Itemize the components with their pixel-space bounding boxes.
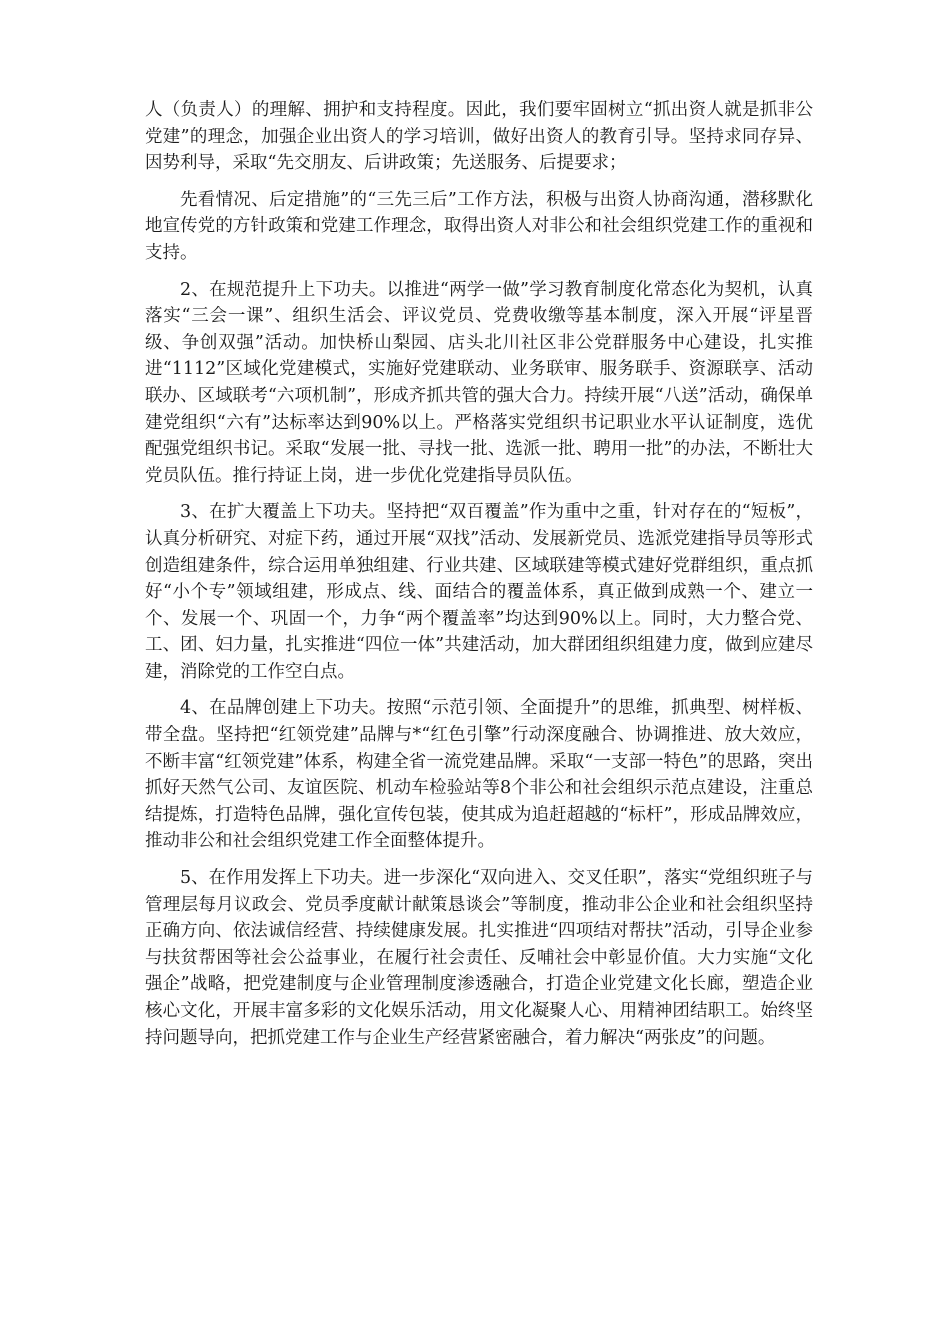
paragraph-2: 先看情况、后定措施”的“三先三后”工作方法，积极与出资人协商沟通，潜移默化地宣传党的方针政策和党建工作理念，取得出资人对非公和社会组织党建工作的重视和支持。: [145, 189, 813, 263]
paragraph-1: 人（负责人）的理解、拥护和支持程度。因此，我们要牢固树立“抓出资人就是抓非公党建”的理念，加强企业出资人的学习培训，做好出资人的教育引导。坚持求同存异、因势利导，采取“先交朋友、后讲政策；先送服务、后提要求；: [145, 100, 813, 174]
document-body: [145, 97, 813, 1051]
paragraph-3: 2、在规范提升上下功夫。以推进“两学一做”学习教育制度化常态化为契机，认真落实“三会一课”、组织生活会、评议党员、党费收缴等基本制度，深入开展“评星晋级、争创双强”活动。加快桥山梨园、店头北川社区非公党群服务中心建设，扎实推进“1112”区域化党建模式，实施好党建联动、业务联审、服务联手、资源联享、活动联办、区域联考“六项机制”，形成齐抓共管的强大合力。持续开展“八送”活动，确保单建党组织“六有”达标率达到90%以上。严格落实党组织书记职业水平认证制度，选优配强党组织书记。采取“发展一批、寻找一批、选派一批、聘用一批”的办法，不断壮大党员队伍。推行持证上岗，进一步优化党建指导员队伍。: [145, 279, 813, 486]
paragraph-4: 3、在扩大覆盖上下功夫。坚持把“双百覆盖”作为重中之重，针对存在的“短板”，认真分析研究、对症下药，通过开展“双找”活动、发展新党员、选派党建指导员等形式创造组建条件，综合运用单独组建、行业共建、区域联建等模式建好党群组织，重点抓好“小个专”领域组建，形成点、线、面结合的覆盖体系，真正做到成熟一个、建立一个、发展一个、巩固一个，力争“两个覆盖率”均达到90%以上。同时，大力整合党、工、团、妇力量，扎实推进“四位一体”共建活动，加大群团组织组建力度，做到应建尽建，消除党的工作空白点。: [145, 502, 813, 682]
paragraph-6: 5、在作用发挥上下功夫。进一步深化“双向进入、交叉任职”，落实“党组织班子与管理层每月议政会、党员季度献计献策恳谈会”等制度，推动非公企业和社会组织坚持正确方向、依法诚信经营、持续健康发展。扎实推进“四项结对帮扶”活动，引导企业参与扶贫帮困等社会公益事业，在履行社会责任、反哺社会中彰显价值。大力实施“文化强企”战略，把党建制度与企业管理制度渗透融合，打造企业党建文化长廊，塑造企业核心文化，开展丰富多彩的文化娱乐活动，用文化凝聚人心、用精神团结职工。始终坚持问题导向，把抓党建工作与企业生产经营紧密融合，着力解决“两张皮”的问题。: [145, 868, 813, 1048]
paragraph-5: 4、在品牌创建上下功夫。按照“示范引领、全面提升”的思维，抓典型、树样板、带全盘。坚持把“红领党建”品牌与*“红色引擎”行动深度融合、协调推进、放大效应，不断丰富“红领党建”体系，构建全省一流党建品牌。采取“一支部一特色”的思路，突出抓好天然气公司、友谊医院、机动车检验站等8个非公和社会组织示范点建设，注重总结提炼，打造特色品牌，强化宣传包装，使其成为追赶超越的“标杆”，形成品牌效应，推动非公和社会组织党建工作全面整体提升。: [145, 698, 813, 852]
